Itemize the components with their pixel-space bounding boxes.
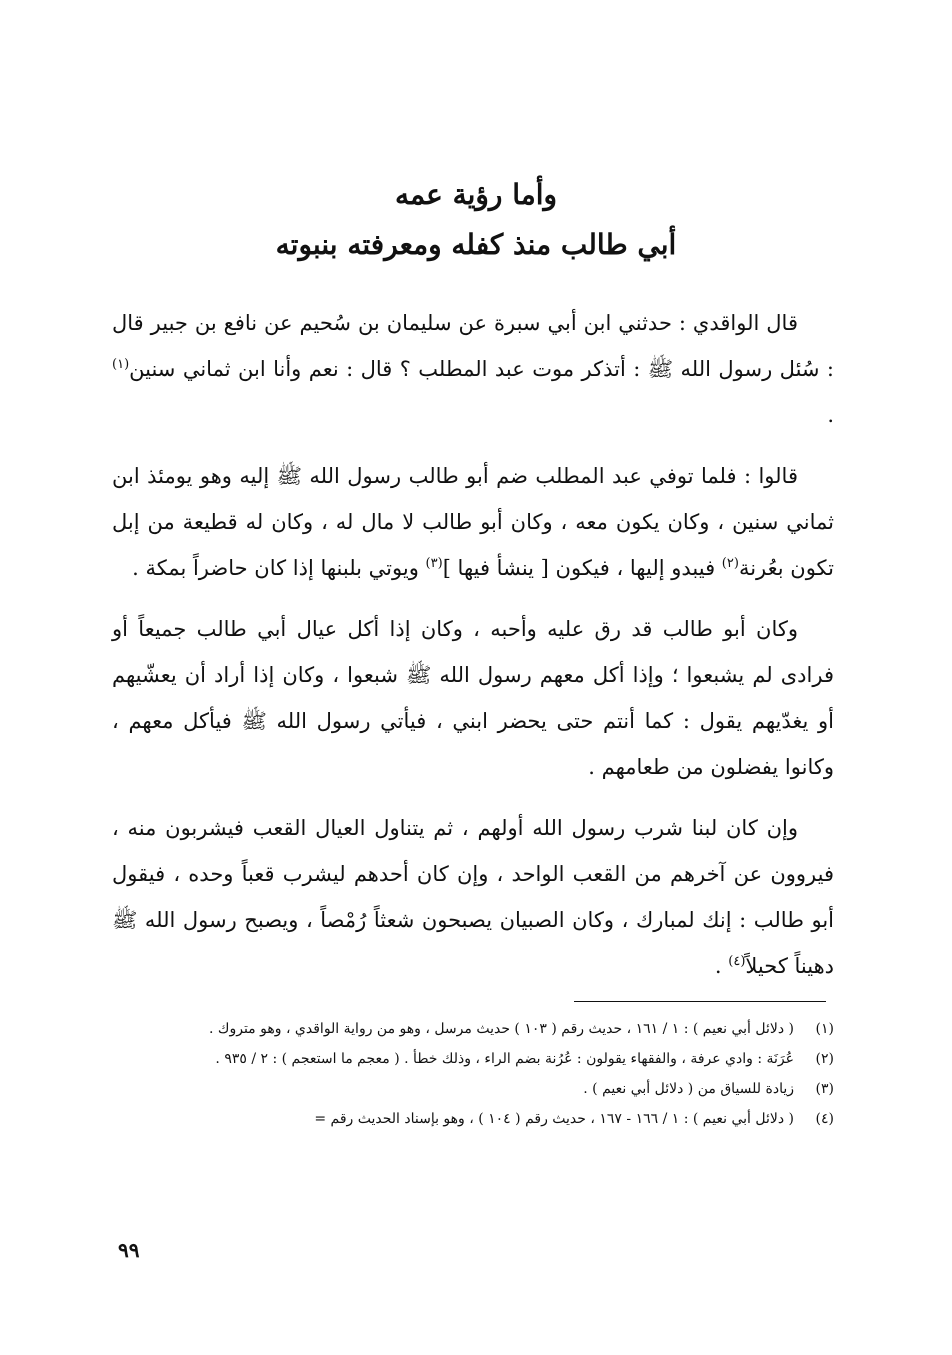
- paragraph-text: فيبدو إليها ، فيكون [ ينشأ فيها ]: [442, 556, 722, 580]
- footnote-3: [112, 1078, 834, 1100]
- footnote-text: ( دلائل أبي نعيم ) : ١ / ١٦٦ - ١٦٧ ، حديث رقم ( ١٠٤ ) ، وهو بإسناد الحديث رقم =: [314, 1111, 794, 1127]
- paragraph-1: [112, 300, 834, 438]
- paragraph-text: قال الواقدي : حدثني ابن أبي سبرة عن سليمان بن سُحيم عن نافع بن جبير قال : سُئل رسول الله ﷺ : أتذكر موت عبد المطلب ؟ قال : نعم وأنا ابن ثماني سنين: [112, 311, 834, 381]
- paragraph-text: وإن كان لبنا شرب رسول الله أولهم ، ثم يتناول العيال القعب فيشربون منه ، فيروون عن آخرهم من القعب الواحد ، وإن كان أحدهم ليشرب قعباً وحده ، فيقول أبو طالب : إنك لمبارك ، وكان الصبيان يصبحون شعثاً رُمْصاً ، ويصبح رسول الله ﷺ دهيناً كحيلاً: [112, 816, 834, 978]
- paragraph-text: .: [827, 403, 834, 427]
- footnote-number: (٤): [815, 1111, 834, 1127]
- footnote-ref-3: (٣): [425, 556, 443, 571]
- footnote-4: [112, 1108, 834, 1130]
- heading-line-2: أبي طالب منذ كفله ومعرفته بنبوته: [275, 228, 677, 261]
- paragraph-4: [112, 805, 834, 989]
- main-text: [112, 300, 834, 1004]
- footnotes: [112, 1018, 834, 1138]
- footnote-number: (٣): [815, 1081, 834, 1097]
- footnote-ref-4: (٤): [728, 954, 746, 969]
- footnote-text: ( دلائل أبي نعيم ) : ١ / ١٦١ ، حديث رقم ( ١٠٣ ) حديث مرسل ، وهو من رواية الواقدي ، وهو متروك .: [209, 1021, 794, 1037]
- heading-line-1: وأما رؤية عمه: [394, 178, 558, 211]
- footnote-ref-2: (٢): [721, 556, 739, 571]
- footnote-2: [112, 1048, 834, 1070]
- page-number: ٩٩: [118, 1238, 140, 1262]
- footnote-ref-1: (١): [112, 357, 130, 372]
- footnote-text: عُرَنَة : وادي عرفة ، والفقهاء يقولون : عُرُنة بضم الراء ، وذلك خطأ . ( معجم ما استعجم ) : ٢ / ٩٣٥ .: [215, 1051, 794, 1067]
- paragraph-text: قالوا : فلما توفي عبد المطلب ضم أبو طالب رسول الله ﷺ إليه وهو يومئذ ابن ثماني سنين ، وكان يكون معه ، وكان أبو طالب لا مال له ، وكان له قطيعة من إبل تكون بعُرنة: [112, 464, 834, 580]
- paragraph-2: [112, 453, 834, 591]
- footnote-text: زيادة للسياق من ( دلائل أبي نعيم ) .: [583, 1081, 794, 1097]
- footnote-1: [112, 1018, 834, 1040]
- paragraph-3: وكان أبو طالب قد رق عليه وأحبه ، وكان إذا أكل عيال أبي طالب جميعاً أو فرادى لم يشبعوا ؛ وإذا أكل معهم رسول الله ﷺ شبعوا ، وكان إذا أراد أن يعشّيهم أو يغدّيهم يقول : كما أنتم حتى يحضر ابني ، فيأتي رسول الله ﷺ فيأكل معهم ، وكانوا يفضلون من طعامهم .: [112, 617, 834, 779]
- footnote-divider: [574, 1001, 826, 1002]
- paragraph-text: ويوتي بلبنها إذا كان حاضراً بمكة .: [132, 556, 426, 580]
- footnote-number: (١): [815, 1021, 834, 1037]
- paragraph-text: .: [714, 954, 729, 978]
- footnote-number: (٢): [815, 1051, 834, 1067]
